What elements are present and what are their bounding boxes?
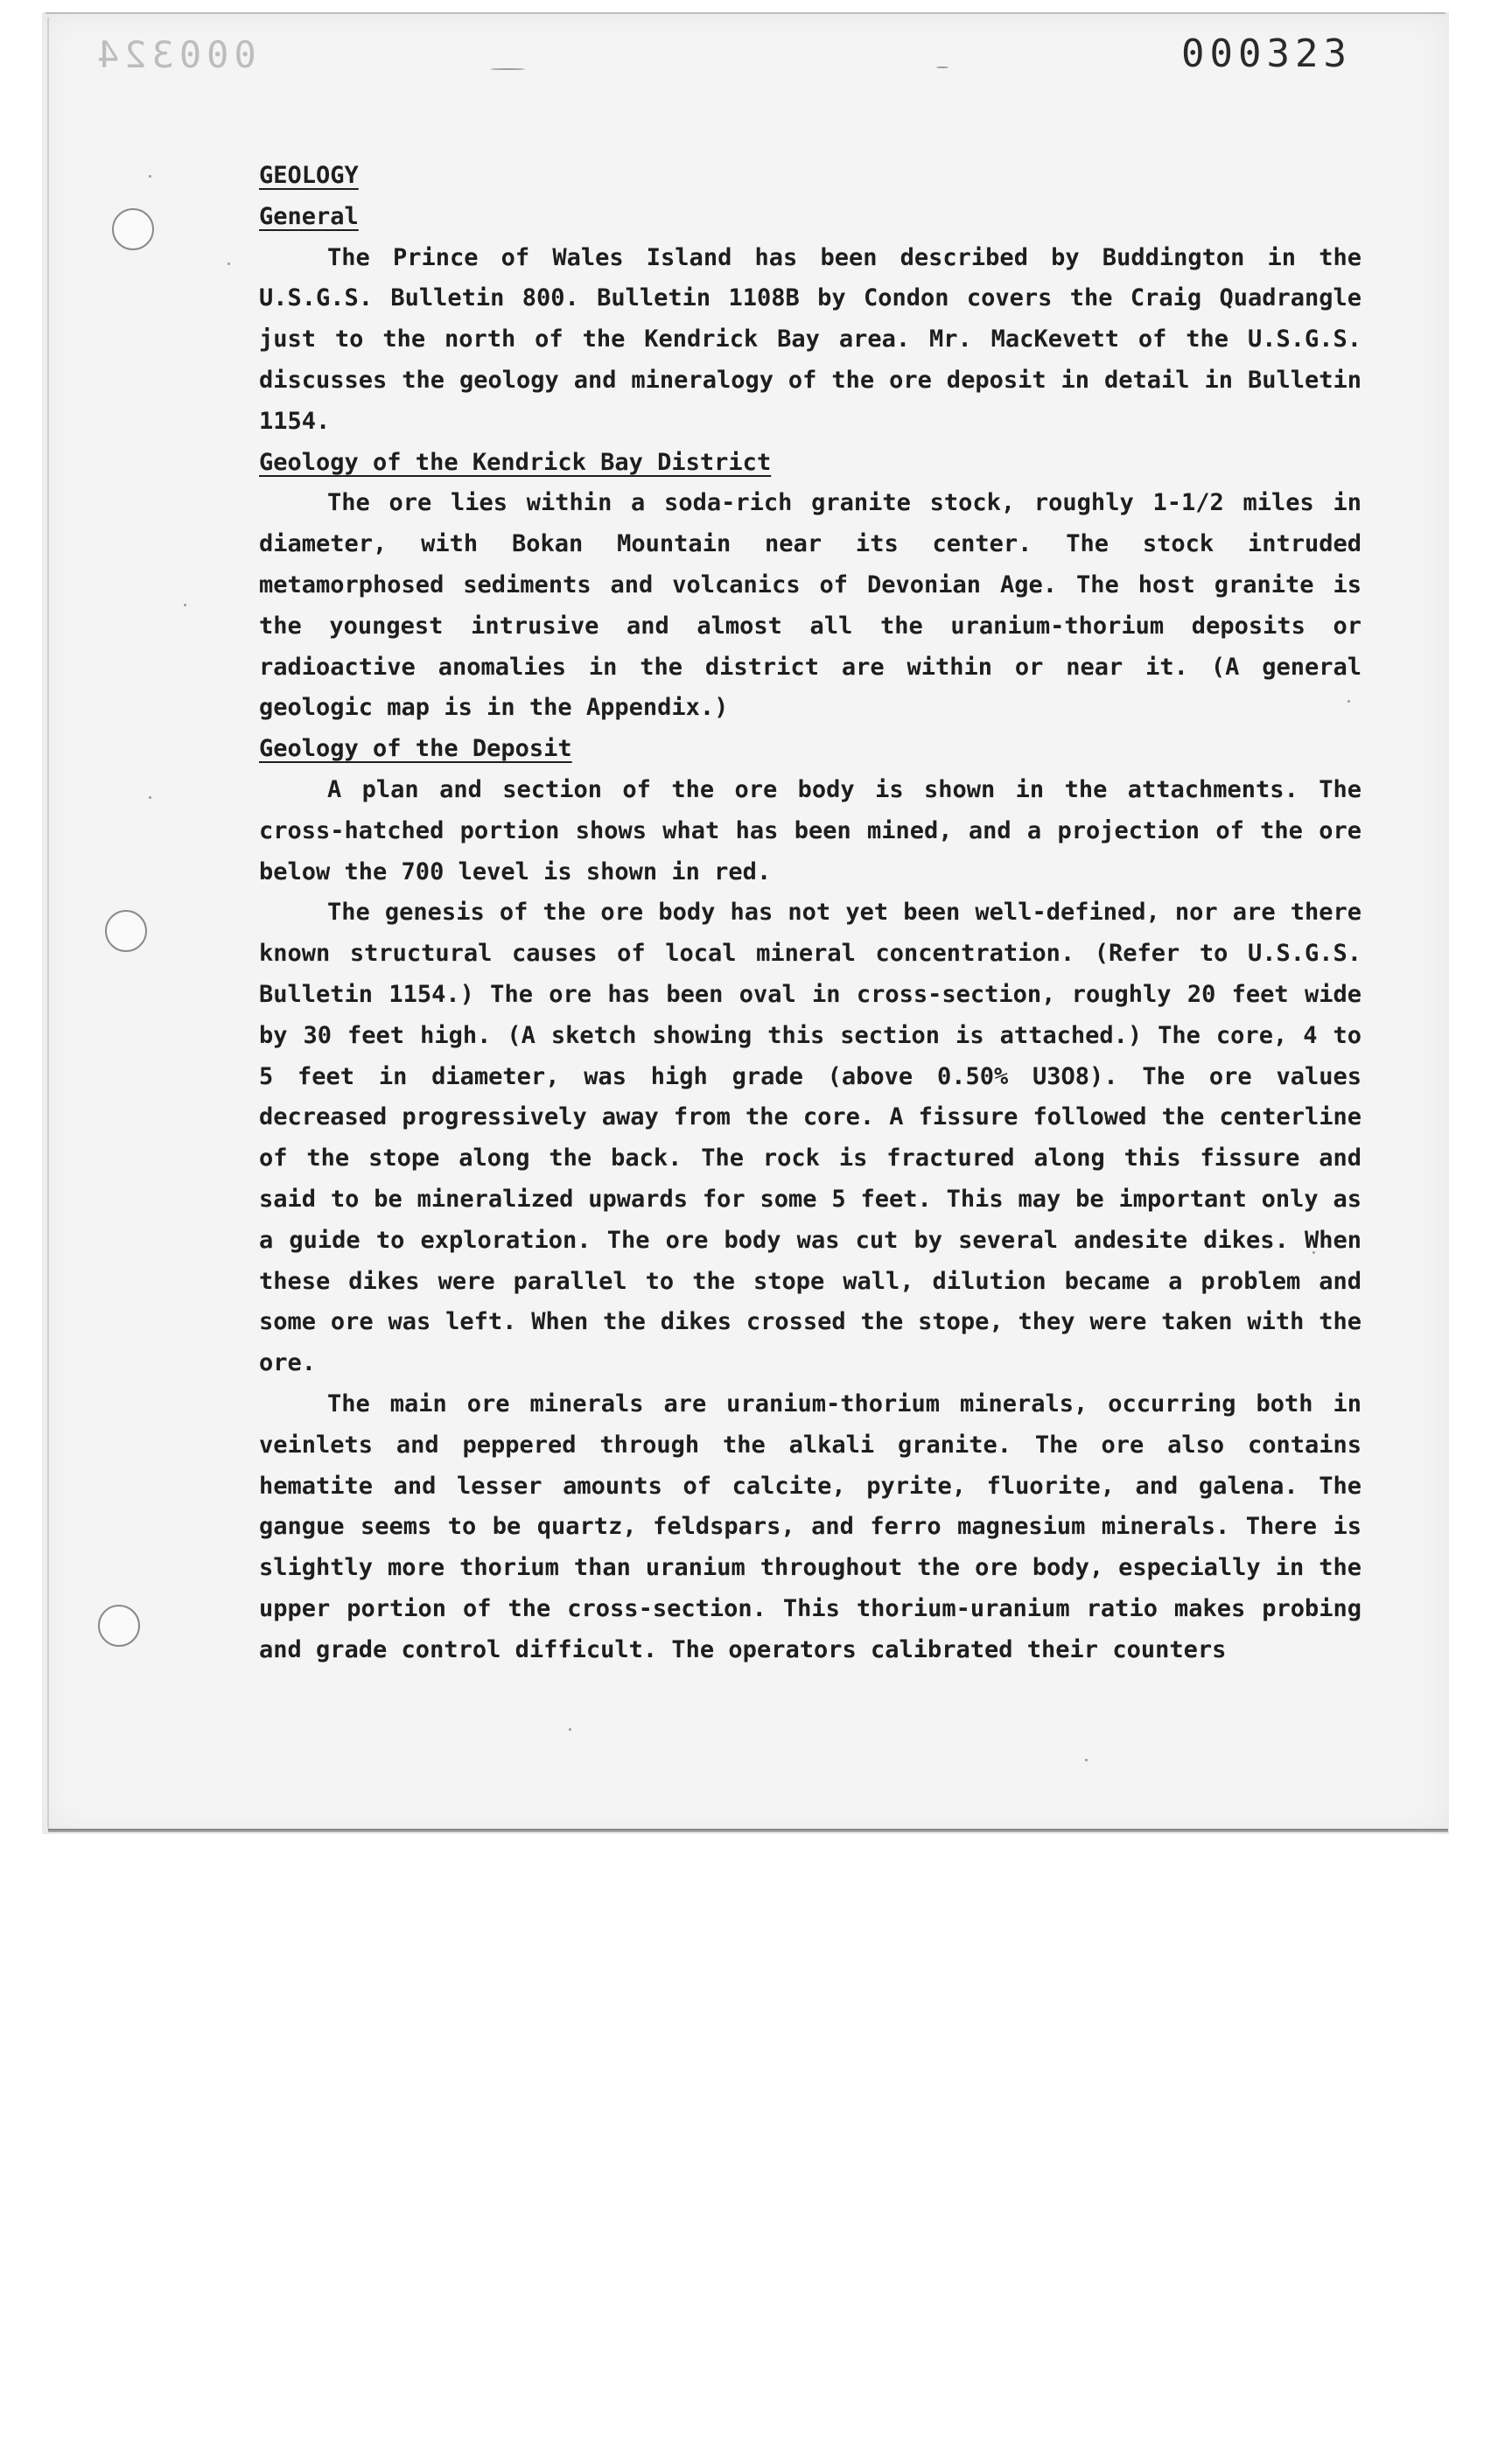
page-left-edge bbox=[47, 18, 49, 1829]
page-number: 000323 bbox=[1181, 32, 1352, 76]
punch-hole-icon bbox=[98, 1605, 140, 1647]
page-top-edge bbox=[46, 12, 1446, 14]
paragraph-deposit-minerals: The main ore minerals are uranium-thorium minerals, occurring both in veinlets and peppered through the alkali granite. The ore also contains hematite and lesser amounts of calcite, pyrite, fluorite, and galena. The gangue seems to be quartz, feldspars, and ferro magnesium minerals. There is slightly more thorium than uranium throughout the ore body, especially in the upper portion of the cross-section. This thorium-uranium ratio makes probing and grade control difficult. The operators calibrated their counters bbox=[259, 1390, 1362, 1663]
scan-mark bbox=[936, 66, 948, 68]
scan-speck bbox=[184, 604, 186, 606]
subheading-kendrick-bay-district: Geology of the Kendrick Bay District bbox=[259, 448, 772, 476]
scan-speck bbox=[149, 796, 151, 799]
paragraph-district: The ore lies within a soda-rich granite stock, roughly 1-1/2 miles in diameter, with Bokan Mountain near its center. The stock intruded metamorphosed sediments and volcanics of Devonian Age. The host granite is the youngest intrusive and almost all the uranium-thorium deposits or radioactive anomalies in the district are within or near it. (A general geologic map is in the Appendix.) bbox=[259, 489, 1362, 722]
punch-hole-icon bbox=[112, 208, 154, 250]
scan-mark bbox=[490, 68, 525, 70]
paragraph-general: The Prince of Wales Island has been described by Buddington in the U.S.G.S. Bulletin 800. Bulletin 1108B by Condon covers the Craig Quadrangle just to the north of the Kendrick Bay area. Mr. MacKevett of the U.S.G.S. discusses the geology and mineralogy of the ore deposit in detail in Bulletin 1154. bbox=[259, 243, 1362, 435]
scan-speck bbox=[1085, 1759, 1088, 1761]
scan-speck bbox=[569, 1728, 571, 1731]
scan-speck bbox=[149, 175, 151, 178]
paragraph-deposit-genesis: The genesis of the ore body has not yet been well-defined, nor are there known structural causes of local mineral concentration. (Refer to U.S.G.S. Bulletin 1154.) The ore has been oval in cross-section, roughly 20 feet wide by 30 feet high. (A sketch showing this section is attached.) The core, 4 to 5 feet in diameter, was high grade (above 0.50% U3O8). The ore values decreased progressively away from the core. A fissure followed the centerline of the stope along the back. The rock is fractured along this fissure and said to be mineralized upwards for some 5 feet. This may be important only as a guide to exploration. The ore body was cut by several andesite dikes. When these dikes were parallel to the stope wall, dilution became a problem and some ore was left. When the dikes crossed the stope, they were taken with the ore. bbox=[259, 899, 1362, 1377]
section-heading-geology: GEOLOGY bbox=[259, 162, 359, 189]
subheading-deposit: Geology of the Deposit bbox=[259, 735, 572, 763]
paragraph-deposit-plan: A plan and section of the ore body is shown in the attachments. The cross-hatched portion shows what has been mined, and a projection of the ore below the 700 level is shown in red. bbox=[259, 775, 1362, 886]
scan-speck bbox=[228, 262, 230, 265]
subheading-general: General bbox=[259, 202, 359, 230]
page-bottom-edge bbox=[48, 1829, 1448, 1832]
bleed-through-page-number: 000324 bbox=[92, 33, 256, 76]
document-body bbox=[259, 156, 1362, 1670]
punch-hole-icon bbox=[105, 910, 147, 952]
